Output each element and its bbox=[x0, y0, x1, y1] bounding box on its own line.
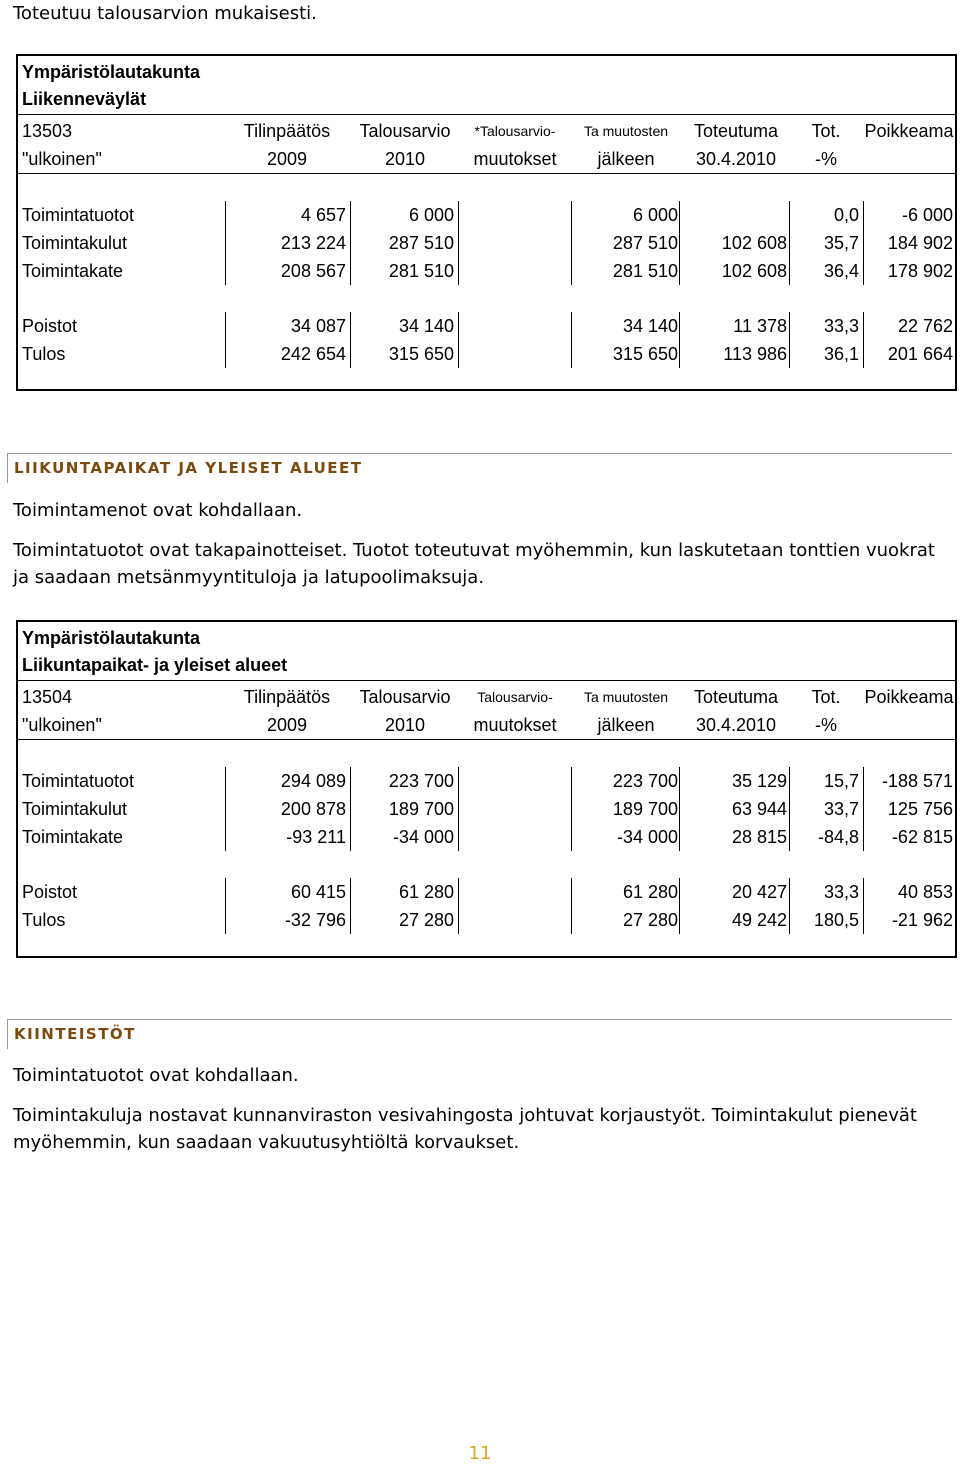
cell-ta-muutosten-jalkeen: 281 510 bbox=[612, 261, 678, 281]
section-heading-kiinteistot: KIINTEISTÖT bbox=[7, 1019, 952, 1049]
cell-tot-pct: 0,0 bbox=[833, 205, 859, 225]
cell-label: Toimintatuotot bbox=[22, 771, 135, 791]
cell-tilinpaatos-2009: 2009 bbox=[266, 149, 308, 169]
cell-talousarvio-2010: 287 510 bbox=[388, 233, 454, 253]
cell-talousarvio-2010: 34 140 bbox=[398, 316, 454, 336]
section1-paragraph-1: Toimintamenot ovat kohdallaan. bbox=[13, 500, 303, 521]
cell-ta-muutosten-jalkeen: 61 280 bbox=[622, 882, 678, 902]
cell-talousarvio-2010: 315 650 bbox=[388, 344, 454, 364]
cell-ta-muutosten-jalkeen: 287 510 bbox=[612, 233, 678, 253]
cell-ta-muutosten-jalkeen: 27 280 bbox=[622, 910, 678, 930]
column-divider bbox=[225, 312, 226, 368]
column-divider bbox=[789, 767, 790, 851]
header-bottom-divider bbox=[18, 739, 955, 740]
cell-label: "ulkoinen" bbox=[22, 149, 102, 169]
cell-talousarvio-2010: 223 700 bbox=[388, 771, 454, 791]
cell-tot-pct: 180,5 bbox=[813, 910, 859, 930]
header-row-1 bbox=[18, 683, 955, 711]
column-divider bbox=[863, 201, 864, 285]
column-divider bbox=[679, 312, 680, 368]
cell-poikkeama: 178 902 bbox=[887, 261, 953, 281]
table-unit-title bbox=[18, 85, 955, 113]
cell-talousarvio-muutokset bbox=[459, 229, 571, 257]
cell-tot-pct: 33,3 bbox=[823, 316, 859, 336]
budget-table-liikuntapaikat bbox=[16, 620, 957, 958]
cell-talousarvio-2010: 281 510 bbox=[388, 261, 454, 281]
cell-ta-muutosten-jalkeen: 34 140 bbox=[622, 316, 678, 336]
cell-tilinpaatos-2009: 200 878 bbox=[280, 799, 346, 819]
cell-tilinpaatos-2009: Tilinpäätös bbox=[243, 121, 331, 141]
cell-tilinpaatos-2009: -32 796 bbox=[284, 910, 346, 930]
table-row bbox=[18, 229, 955, 257]
cell-talousarvio-2010: -34 000 bbox=[392, 827, 454, 847]
column-divider bbox=[458, 767, 459, 851]
cell-tot-pct: 36,4 bbox=[823, 261, 859, 281]
cell-label: Poistot bbox=[22, 316, 78, 336]
cell-tilinpaatos-2009: 294 089 bbox=[280, 771, 346, 791]
cell-tilinpaatos-2009: 213 224 bbox=[280, 233, 346, 253]
cell-tilinpaatos-2009: 60 415 bbox=[290, 882, 346, 902]
column-divider bbox=[350, 878, 351, 934]
cell-label: "ulkoinen" bbox=[22, 715, 102, 735]
column-divider bbox=[679, 201, 680, 285]
intro-text: Toteutuu talousarvion mukaisesti. bbox=[13, 3, 317, 24]
cell-poikkeama bbox=[863, 145, 955, 173]
column-divider bbox=[350, 312, 351, 368]
section1-paragraph-2: Toimintatuotot ovat takapainotteiset. Tuotot toteutuvat myöhemmin, kun laskutetaan tonttien vuokrat ja saadaan metsänmyyntituloja ja latupoolimaksuja. bbox=[13, 540, 935, 588]
org-name: Ympäristölautakunta bbox=[22, 62, 201, 82]
header-divider bbox=[18, 680, 955, 681]
column-divider bbox=[225, 878, 226, 934]
cell-poikkeama: -62 815 bbox=[891, 827, 953, 847]
header-bottom-divider bbox=[18, 173, 955, 174]
cell-tot-pct: -% bbox=[815, 715, 837, 735]
cell-talousarvio-2010: Talousarvio bbox=[359, 687, 451, 707]
table-row bbox=[18, 312, 955, 340]
column-divider bbox=[863, 878, 864, 934]
cell-talousarvio-2010: 2010 bbox=[384, 149, 426, 169]
cell-toteutuma: 30.4.2010 bbox=[695, 149, 777, 169]
table-org-title bbox=[18, 58, 955, 86]
cell-label: Toimintakate bbox=[22, 261, 124, 281]
column-divider bbox=[789, 878, 790, 934]
column-divider bbox=[679, 878, 680, 934]
column-divider bbox=[225, 201, 226, 285]
cell-talousarvio-2010: 189 700 bbox=[388, 799, 454, 819]
cell-tot-pct: Tot. bbox=[811, 121, 841, 141]
cell-tilinpaatos-2009: 208 567 bbox=[280, 261, 346, 281]
table-row bbox=[18, 878, 955, 906]
cell-toteutuma: Toteutuma bbox=[693, 121, 779, 141]
cell-poikkeama: -21 962 bbox=[891, 910, 953, 930]
cell-poikkeama: 125 756 bbox=[887, 799, 953, 819]
cell-talousarvio-2010: Talousarvio bbox=[359, 121, 451, 141]
cell-talousarvio-muutokset bbox=[459, 201, 571, 229]
column-divider bbox=[571, 767, 572, 851]
cell-toteutuma: 28 815 bbox=[731, 827, 787, 847]
cell-label: 13503 bbox=[22, 121, 73, 141]
cell-toteutuma: 35 129 bbox=[731, 771, 787, 791]
column-divider bbox=[863, 767, 864, 851]
cell-ta-muutosten-jalkeen: jälkeen bbox=[597, 149, 655, 169]
budget-table-liikenneväylät bbox=[16, 54, 957, 391]
column-divider bbox=[789, 201, 790, 285]
cell-poikkeama: Poikkeama bbox=[864, 687, 954, 707]
cell-ta-muutosten-jalkeen: Ta muutosten bbox=[583, 123, 669, 139]
cell-tot-pct: 36,1 bbox=[823, 344, 859, 364]
column-divider bbox=[225, 767, 226, 851]
section-heading-liikuntapaikat: LIIKUNTAPAIKAT JA YLEISET ALUEET bbox=[7, 453, 952, 483]
cell-ta-muutosten-jalkeen: 223 700 bbox=[612, 771, 678, 791]
cell-label: Toimintakulut bbox=[22, 233, 128, 253]
table-row bbox=[18, 201, 955, 229]
cell-ta-muutosten-jalkeen: 315 650 bbox=[612, 344, 678, 364]
cell-label: 13504 bbox=[22, 687, 73, 707]
cell-poikkeama: 22 762 bbox=[897, 316, 953, 336]
cell-tot-pct: 35,7 bbox=[823, 233, 859, 253]
cell-tilinpaatos-2009: 4 657 bbox=[300, 205, 346, 225]
cell-talousarvio-2010: 27 280 bbox=[398, 910, 454, 930]
cell-poikkeama: 40 853 bbox=[897, 882, 953, 902]
cell-toteutuma: 11 378 bbox=[733, 316, 787, 336]
cell-talousarvio-2010: 61 280 bbox=[398, 882, 454, 902]
cell-ta-muutosten-jalkeen: 189 700 bbox=[612, 799, 678, 819]
column-divider bbox=[350, 767, 351, 851]
cell-talousarvio-muutokset: Talousarvio- bbox=[477, 689, 553, 705]
column-divider bbox=[458, 201, 459, 285]
cell-tilinpaatos-2009: Tilinpäätös bbox=[243, 687, 331, 707]
cell-label: Toimintakulut bbox=[22, 799, 128, 819]
section2-paragraph-2: Toimintakuluja nostavat kunnanviraston vesivahingosta johtuvat korjaustyöt. Toimintakulut pienevät myöhemmin, kun saadaan vakuutusyhtiöltä korvaukset. bbox=[13, 1105, 917, 1153]
header-row-1 bbox=[18, 117, 955, 145]
cell-talousarvio-muutokset bbox=[459, 340, 571, 368]
cell-label: Toimintakate bbox=[22, 827, 124, 847]
cell-talousarvio-muutokset bbox=[459, 823, 571, 851]
cell-toteutuma: 63 944 bbox=[731, 799, 787, 819]
cell-talousarvio-muutokset bbox=[459, 795, 571, 823]
cell-poikkeama: -6 000 bbox=[901, 205, 953, 225]
cell-talousarvio-muutokset bbox=[459, 767, 571, 795]
cell-poikkeama: 184 902 bbox=[887, 233, 953, 253]
table-row bbox=[18, 340, 955, 368]
cell-toteutuma: 102 608 bbox=[721, 233, 787, 253]
cell-talousarvio-muutokset bbox=[459, 878, 571, 906]
column-divider bbox=[571, 201, 572, 285]
cell-tot-pct: -84,8 bbox=[817, 827, 859, 847]
cell-toteutuma: Toteutuma bbox=[693, 687, 779, 707]
cell-talousarvio-muutokset bbox=[459, 906, 571, 934]
cell-tot-pct: 33,7 bbox=[823, 799, 859, 819]
cell-tot-pct: Tot. bbox=[811, 687, 841, 707]
table-row bbox=[18, 257, 955, 285]
cell-poikkeama: 201 664 bbox=[887, 344, 953, 364]
cell-tilinpaatos-2009: -93 211 bbox=[286, 827, 346, 847]
cell-toteutuma bbox=[683, 201, 787, 229]
cell-talousarvio-2010: 2010 bbox=[384, 715, 426, 735]
header-row-2 bbox=[18, 145, 955, 173]
table-row bbox=[18, 906, 955, 934]
cell-talousarvio-muutokset: *Talousarvio- bbox=[474, 123, 556, 139]
cell-toteutuma: 30.4.2010 bbox=[695, 715, 777, 735]
column-divider bbox=[789, 312, 790, 368]
header-row-2 bbox=[18, 711, 955, 739]
cell-ta-muutosten-jalkeen: jälkeen bbox=[597, 715, 655, 735]
cell-label: Tulos bbox=[22, 344, 66, 364]
cell-tot-pct: -% bbox=[815, 149, 837, 169]
cell-label: Toimintatuotot bbox=[22, 205, 135, 225]
cell-tot-pct: 15,7 bbox=[823, 771, 859, 791]
cell-label: Tulos bbox=[22, 910, 66, 930]
cell-talousarvio-2010: 6 000 bbox=[408, 205, 454, 225]
cell-tilinpaatos-2009: 2009 bbox=[266, 715, 308, 735]
cell-poikkeama bbox=[863, 711, 955, 739]
unit-name: Liikuntapaikat- ja yleiset alueet bbox=[22, 655, 288, 675]
org-name: Ympäristölautakunta bbox=[22, 628, 201, 648]
column-divider bbox=[679, 767, 680, 851]
cell-tot-pct: 33,3 bbox=[823, 882, 859, 902]
table-row bbox=[18, 767, 955, 795]
cell-tilinpaatos-2009: 242 654 bbox=[280, 344, 346, 364]
cell-talousarvio-muutokset: muutokset bbox=[473, 715, 557, 735]
cell-talousarvio-muutokset bbox=[459, 257, 571, 285]
cell-toteutuma: 49 242 bbox=[731, 910, 787, 930]
cell-toteutuma: 113 986 bbox=[723, 344, 787, 364]
cell-ta-muutosten-jalkeen: Ta muutosten bbox=[583, 689, 669, 705]
column-divider bbox=[458, 878, 459, 934]
cell-label: Poistot bbox=[22, 882, 78, 902]
cell-poikkeama: -188 571 bbox=[881, 771, 953, 791]
cell-tilinpaatos-2009: 34 087 bbox=[290, 316, 346, 336]
section2-paragraph-1: Toimintatuotot ovat kohdallaan. bbox=[13, 1065, 299, 1086]
column-divider bbox=[458, 312, 459, 368]
column-divider bbox=[571, 878, 572, 934]
unit-name: Liikenneväylät bbox=[22, 89, 147, 109]
page-number: 11 bbox=[468, 1443, 492, 1464]
cell-talousarvio-muutokset bbox=[459, 312, 571, 340]
cell-ta-muutosten-jalkeen: -34 000 bbox=[616, 827, 678, 847]
table-org-title bbox=[18, 624, 955, 652]
column-divider bbox=[350, 201, 351, 285]
table-row bbox=[18, 795, 955, 823]
cell-poikkeama: Poikkeama bbox=[864, 121, 954, 141]
table-row bbox=[18, 823, 955, 851]
cell-talousarvio-muutokset: muutokset bbox=[473, 149, 557, 169]
cell-toteutuma: 102 608 bbox=[721, 261, 787, 281]
cell-ta-muutosten-jalkeen: 6 000 bbox=[632, 205, 678, 225]
header-divider bbox=[18, 114, 955, 115]
table-unit-title bbox=[18, 651, 955, 679]
cell-toteutuma: 20 427 bbox=[731, 882, 787, 902]
column-divider bbox=[863, 312, 864, 368]
column-divider bbox=[571, 312, 572, 368]
